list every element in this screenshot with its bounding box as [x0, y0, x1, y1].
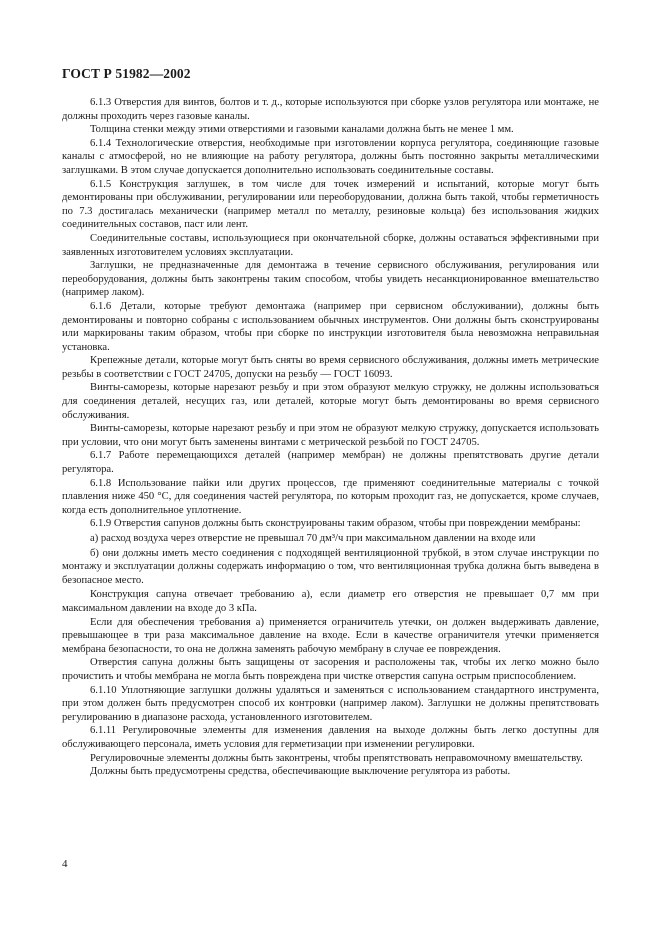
- paragraph: Соединительные составы, использующиеся при окончательной сборке, должны оставаться эффективными при заявленных изготовителем условиях эксплуатации.: [62, 232, 599, 258]
- paragraph: 6.1.10 Уплотняющие заглушки должны удаляться и заменяться с использованием стандартного инструмента, при этом должен быть предусмотрен способ их контровки (например лаком). Заглушки не должны препятствовать регулированию в диапазоне расхода, установленного изготовителем.: [62, 684, 599, 723]
- paragraph: 6.1.7 Работе перемещающихся деталей (например мембран) не должны препятствовать другие детали регулятора.: [62, 450, 599, 476]
- paragraph: Регулировочные элементы должны быть законтрены, чтобы препятствовать неправомочному вмешательству.: [90, 752, 583, 764]
- page-number: 4: [62, 858, 68, 870]
- paragraph: 6.1.6 Детали, которые требуют демонтажа (например при сервисном обслуживании), должны быть демонтированы и повторно собраны с использованием обычных инструментов. Они должны быть сконструированы или маркированы таким образом, чтобы при сборке по инструкции изготовителя была невозможна неправильная установка.: [62, 300, 599, 353]
- list-item: а) расход воздуха через отверстие не превышал 70 дм³/ч при максимальном давлении на входе или: [90, 533, 536, 544]
- paragraph: 6.1.9 Отверстия сапунов должны быть сконструированы таким образом, чтобы при повреждении мембраны:: [90, 518, 581, 530]
- list-item: б) они должны иметь место соединения с подходящей вентиляционной трубкой, в этом случае инструкции по монтажу и эксплуатации должны содержать информацию о том, что вентиляционная трубка должна быть выведена в безопасное место.: [62, 547, 599, 586]
- paragraph: Крепежные детали, которые могут быть сняты во время сервисного обслуживания, должны иметь метрические резьбы в соответствии с ГОСТ 24705, допуски на резьбу — ГОСТ 16093.: [62, 355, 599, 380]
- standard-header: ГОСТ Р 51982—2002: [62, 66, 191, 81]
- paragraph: 6.1.3 Отверстия для винтов, болтов и т. д., которые используются при сборке узлов регулятора или монтаже, не должны проходить через газовые каналы.: [62, 97, 599, 122]
- paragraph: Отверстия сапуна должны быть защищены от засорения и расположены так, чтобы их легко можно было прочистить и чтобы мембрана не могла быть повреждена при чистке отверстия сапуна острым приспособлением.: [62, 657, 599, 682]
- document-body: [62, 96, 599, 779]
- paragraph: Заглушки, не предназначенные для демонтажа в течение сервисного обслуживания, регулирования или переоборудования, должны быть законтрены таким способом, чтобы увидеть несанкционированное вмешательство (например лаком).: [62, 260, 599, 299]
- paragraph: 6.1.11 Регулировочные элементы для изменения давления на выходе должны быть легко доступны для обслуживающего персонала, иметь условия для герметизации при изменении регулировки.: [62, 725, 599, 750]
- paragraph: 6.1.4 Технологические отверстия, необходимые при изготовлении корпуса регулятора, соединяющие газовые каналы с атмосферой, но не влияющие на работу регулятора, должны быть постоянно закрыты металлическими заглушками. В этом случае допускается дополнительно использовать соединительные составы.: [62, 137, 599, 176]
- paragraph: Если для обеспечения требования а) применяется ограничитель утечки, он должен выдерживать давление, превышающее в три раза максимальное давление на входе. Если в качестве ограничителя утечки применяется мембрана безопасности, то она не должна заменять рабочую мембрану в случае ее повреждения.: [62, 616, 599, 655]
- paragraph: Винты-саморезы, которые нарезают резьбу и при этом не образуют мелкую стружку, допускается использовать при условии, что они могут быть заменены винтами с метрической резьбой по ГОСТ 24705.: [62, 423, 599, 448]
- paragraph: Толщина стенки между этими отверстиями и газовыми каналами должна быть не менее 1 мм.: [90, 124, 514, 136]
- paragraph: Винты-саморезы, которые нарезают резьбу и при этом образуют мелкую стружку, не должны использоваться для соединения деталей, несущих газ, или деталей, которые могут быть демонтированы во время сервисного обслуживания.: [62, 382, 599, 421]
- paragraph: Конструкция сапуна отвечает требованию а), если диаметр его отверстия не превышает 0,7 мм при максимальном давлении на входе до 3 кПа.: [62, 589, 599, 614]
- paragraph: Должны быть предусмотрены средства, обеспечивающие выключение регулятора из работы.: [90, 766, 511, 778]
- paragraph: 6.1.8 Использование пайки или других процессов, где применяют соединительные материалы с точкой плавления ниже 450 °С, для соединения частей регулятора, по которым проходит газ, не допускается, кроме случаев, когда есть дополнительное уплотнение.: [62, 477, 599, 516]
- paragraph: 6.1.5 Конструкция заглушек, в том числе для точек измерений и испытаний, которые могут быть демонтированы при обслуживании, регулировании или переоборудовании, должна быть такой, чтобы герметичность по 7.3 достигалась механически (например металл по металлу, резиновые кольца) без использования жидких соединительных составов, паст или лент.: [62, 178, 599, 231]
